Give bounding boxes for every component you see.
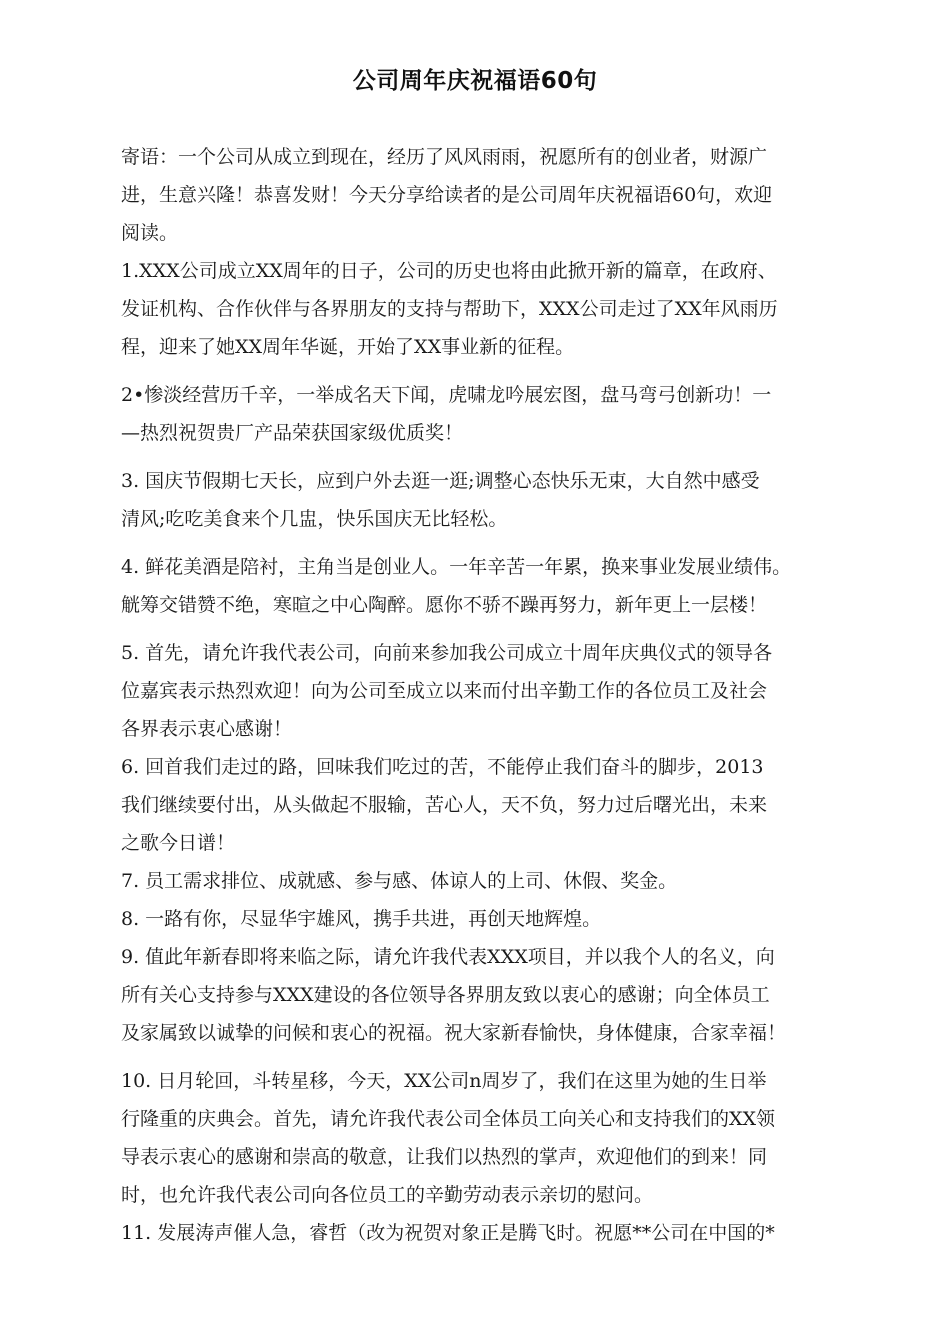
paragraph-line: 7. 员工需求排位、成就感、参与感、体谅人的上司、休假、奖金。	[121, 870, 678, 892]
paragraph-line: 发证机构、合作伙伴与各界朋友的支持与帮助下，XXX公司走过了XX年风雨历	[121, 298, 778, 320]
paragraph-line: 所有关心支持参与XXX建设的各位领导各界朋友致以衷心的感谢；向全体员工	[121, 984, 770, 1006]
paragraph-line: 阅读。	[121, 222, 179, 244]
paragraph-line: 1.XXX公司成立XX周年的日子，公司的历史也将由此掀开新的篇章，在政府、	[121, 260, 777, 282]
paragraph-line: 之歌今日谱！	[121, 832, 236, 854]
document-title: 公司周年庆祝福语60句	[352, 68, 598, 94]
paragraph-line: 觥筹交错赞不绝，寒暄之中心陶醉。愿你不骄不躁再努力，新年更上一层楼！	[121, 594, 768, 616]
paragraph-line: 9. 值此年新春即将来临之际，请允许我代表XXX项目，并以我个人的名义，向	[121, 946, 775, 968]
paragraph-line: 3. 国庆节假期七天长，应到户外去逛一逛;调整心态快乐无束，大自然中感受	[121, 470, 760, 492]
paragraph-line: 5. 首先，请允许我代表公司，向前来参加我公司成立十周年庆典仪式的领导各	[121, 642, 773, 664]
paragraph-line: 各界表示衷心感谢！	[121, 718, 293, 740]
paragraph-line: 10. 日月轮回，斗转星移，今天，XX公司n周岁了，我们在这里为她的生日举	[121, 1070, 767, 1092]
paragraph-line: 程，迎来了她XX周年华诞，开始了XX事业新的征程。	[121, 336, 575, 358]
paragraph-line: 8. 一路有你，尽显华宇雄风，携手共进，再创天地辉煌。	[121, 908, 602, 930]
paragraph-line: 时，也允许我代表公司向各位员工的辛勤劳动表示亲切的慰问。	[121, 1184, 654, 1206]
paragraph-line: 6. 回首我们走过的路，回味我们吃过的苦，不能停止我们奋斗的脚步，2013	[121, 756, 764, 778]
paragraph-line: 4. 鲜花美酒是陪衬，主角当是创业人。一年辛苦一年累，换来事业发展业绩伟。	[121, 556, 792, 578]
paragraph-line: 2•惨淡经营历千辛，一举成名天下闻，虎啸龙吟展宏图，盘马弯弓创新功！一	[121, 384, 772, 406]
paragraph-line: 位嘉宾表示热烈欢迎！向为公司至成立以来而付出辛勤工作的各位员工及社会	[121, 680, 768, 702]
paragraph-line: 及家属致以诚挚的问候和衷心的祝福。祝大家新春愉快，身体健康，合家幸福！	[121, 1022, 787, 1044]
paragraph-line: 行隆重的庆典会。首先，请允许我代表公司全体员工向关心和支持我们的XX领	[121, 1108, 776, 1130]
paragraph-line: 11. 发展涛声催人急，睿哲（改为祝贺对象正是腾飞时。祝愿**公司在中国的*	[121, 1222, 775, 1244]
paragraph-line: 我们继续要付出，从头做起不服输，苦心人，天不负，努力过后曙光出，未来	[121, 794, 768, 816]
paragraph-line: —热烈祝贺贵厂产品荣获国家级优质奖！	[121, 422, 464, 444]
paragraph-line: 进，生意兴隆！恭喜发财！今天分享给读者的是公司周年庆祝福语60句，欢迎	[121, 184, 773, 206]
paragraph-line: 清风;吃吃美食来个几盅，快乐国庆无比轻松。	[121, 508, 508, 530]
paragraph-line: 寄语：一个公司从成立到现在，经历了风风雨雨，祝愿所有的创业者，财源广	[121, 146, 768, 168]
paragraph-line: 导表示衷心的感谢和崇高的敬意，让我们以热烈的掌声，欢迎他们的到来！同	[121, 1146, 768, 1168]
